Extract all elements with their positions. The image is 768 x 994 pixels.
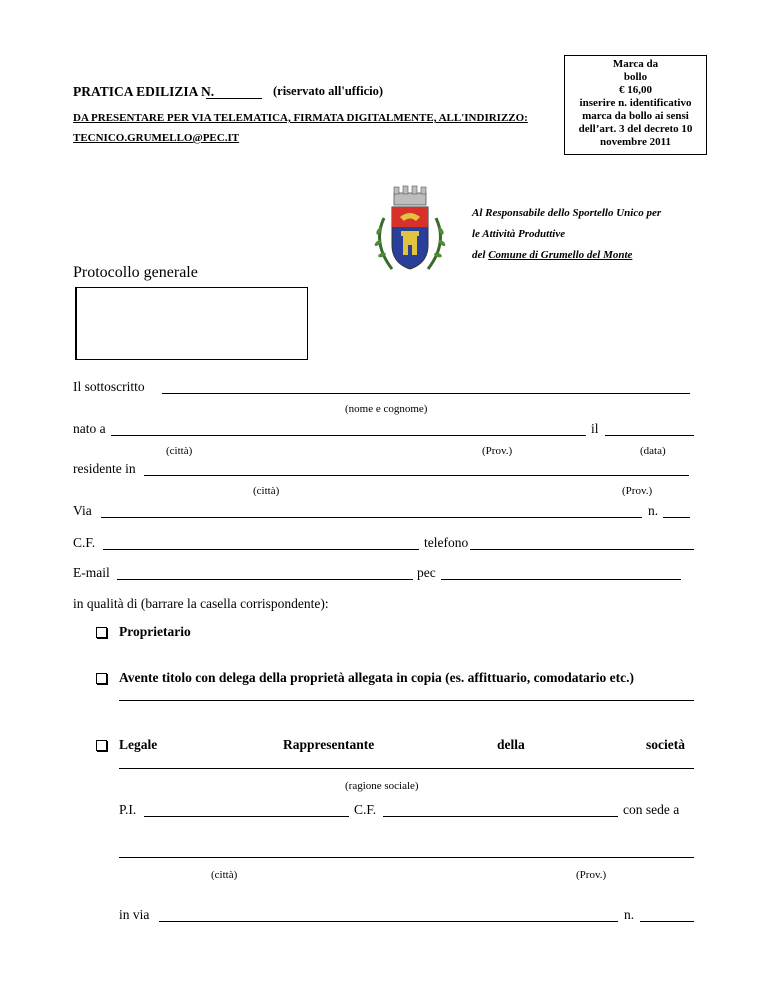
avente-titolo-field[interactable] xyxy=(119,700,694,701)
residenza-field[interactable] xyxy=(144,475,689,476)
residente-label: residente in xyxy=(73,461,136,476)
pi-field[interactable] xyxy=(144,816,349,817)
pec-address: TECNICO.GRUMELLO@PEC.IT xyxy=(73,132,240,144)
nome-caption: (nome e cognome) xyxy=(345,403,428,415)
riservato-label: (riservato all'ufficio) xyxy=(273,84,384,98)
via-field[interactable] xyxy=(101,517,642,518)
sede-citta-caption: (città) xyxy=(211,869,238,881)
societa-cf-field[interactable] xyxy=(383,816,618,817)
nato-a-label: nato a xyxy=(73,421,106,436)
legale-label: Legale xyxy=(119,737,158,752)
il-label: il xyxy=(591,421,599,436)
numero-label: n. xyxy=(648,503,659,518)
presentare-note: DA PRESENTARE PER VIA TELEMATICA, FIRMATA DIGITALMENTE, ALL'INDIRIZZO: xyxy=(73,112,528,124)
avente-titolo-label: Avente titolo con delega della proprietà allegata in copia (es. affittuario, comodatario etc.) xyxy=(119,670,635,685)
sottoscritto-label: Il sottoscritto xyxy=(73,379,145,394)
marca-da-bollo-box xyxy=(564,55,707,155)
citta-caption: (città) xyxy=(253,485,280,497)
coat-of-arms-icon xyxy=(370,183,450,278)
legale-checkbox[interactable] xyxy=(96,740,107,751)
pratica-number-line[interactable] xyxy=(206,98,262,99)
stamp-line: dell’art. 3 del decreto 10 xyxy=(578,123,693,135)
qualita-label: in qualità di (barrare la casella corrispondente): xyxy=(73,596,329,611)
stamp-line: novembre 2011 xyxy=(600,136,671,148)
proprietario-checkbox[interactable] xyxy=(96,627,107,638)
ragione-sociale-caption: (ragione sociale) xyxy=(345,780,419,792)
telefono-field[interactable] xyxy=(470,549,694,550)
addressee-line-1: Al Responsabile dello Sportello Unico per xyxy=(472,207,662,219)
sede-field[interactable] xyxy=(119,857,694,858)
prov-caption: (Prov.) xyxy=(482,445,513,457)
protocollo-label: Protocollo generale xyxy=(73,264,198,281)
avente-titolo-checkbox[interactable] xyxy=(96,673,107,684)
pec-field[interactable] xyxy=(441,579,681,580)
nome-field[interactable] xyxy=(162,393,690,394)
citta-caption: (città) xyxy=(166,445,193,457)
cf-label: C.F. xyxy=(73,535,96,550)
rappresentante-label: Rappresentante xyxy=(283,737,375,752)
stamp-line: € 16,00 xyxy=(619,84,652,96)
telefono-label: telefono xyxy=(424,535,469,550)
via-label: Via xyxy=(73,503,92,518)
pratica-label: PRATICA EDILIZIA N. xyxy=(73,84,215,99)
della-label: della xyxy=(497,737,525,752)
data-nascita-field[interactable] xyxy=(605,435,694,436)
cf-field[interactable] xyxy=(103,549,419,550)
data-caption: (data) xyxy=(640,445,666,457)
addressee-line-2: le Attività Produttive xyxy=(472,228,566,240)
sede-prov-caption: (Prov.) xyxy=(576,869,607,881)
numero-field[interactable] xyxy=(663,517,690,518)
stamp-line: inserire n. identificativo xyxy=(579,97,692,109)
sede-via-label: in via xyxy=(119,907,150,922)
societa-cf-label: C.F. xyxy=(354,802,377,817)
stamp-line: bollo xyxy=(623,71,648,83)
pi-label: P.I. xyxy=(119,802,137,817)
ragione-sociale-field[interactable] xyxy=(119,768,694,769)
proprietario-label: Proprietario xyxy=(119,624,191,639)
sede-via-field[interactable] xyxy=(159,921,618,922)
pec-label: pec xyxy=(417,565,436,580)
stamp-line: Marca da xyxy=(612,58,659,70)
addressee-line-3: del xyxy=(472,249,489,261)
email-field[interactable] xyxy=(117,579,413,580)
con-sede-label: con sede a xyxy=(623,802,680,817)
email-label: E-mail xyxy=(73,565,110,580)
comune-link[interactable]: Comune di Grumello del Monte xyxy=(488,249,633,261)
sede-numero-label: n. xyxy=(624,907,635,922)
stamp-line: marca da bollo ai sensi xyxy=(582,110,689,122)
prov-caption: (Prov.) xyxy=(622,485,653,497)
luogo-nascita-field[interactable] xyxy=(111,435,586,436)
protocollo-box xyxy=(75,287,308,360)
societa-label: società xyxy=(646,737,685,752)
sede-numero-field[interactable] xyxy=(640,921,694,922)
